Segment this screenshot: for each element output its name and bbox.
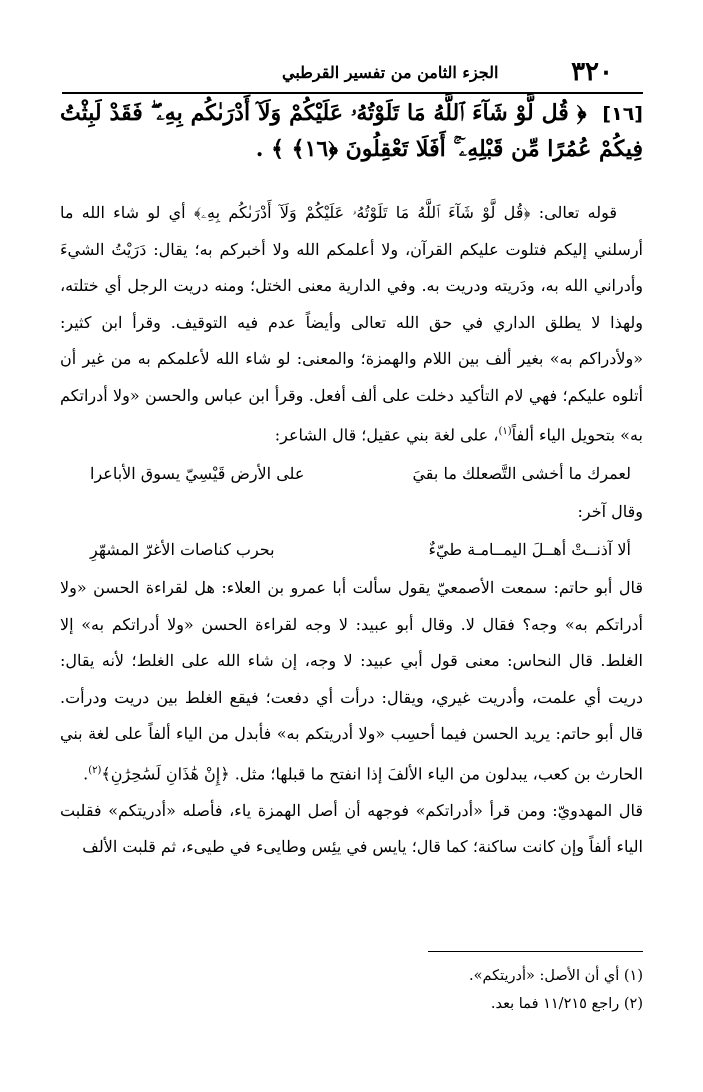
footnote-ref: (٢) xyxy=(88,764,102,776)
poem-hemistich: على الأرض قَيْسِيّ يسوق الأباعرا xyxy=(90,463,305,483)
paragraph xyxy=(60,195,643,454)
footnotes xyxy=(60,962,643,1018)
poem-hemistich: بحرب كناصات الأغرّ المشهّرِ xyxy=(90,540,275,560)
paragraph-text: قال أبو حاتم: سمعت الأصمعيّ يقول سألت أبا عمرو بن العلاء: هل لقراءة الحسن «ولا أدراتكم به» وجه؟ فقال لا. وقال أبو عبيد: لا وجه لقراءة الحسن «ولا أدراتكم به» إلا الغلط. قال النحاس: معنى قول أبي عبيد: لا وجه، إن شاء الله على الغلط؛ لأنه يقال: دريت أي علمت، وأدريت غيري، ويقال: درأت أي دفعت؛ فيقع الغلط بين دريت ودرأت. قال أبو حاتم: يريد الحسن فيما أحسِب «ولا أدريتكم به» فأبدل من الياء ألفاً على لغة بني الحارث بن كعب، يبدلون من الياء الألفَ إذا انفتح ما قبلها؛ مثل. ﴿إِنْ هَٰذَانِ لَسَٰحِرَٰنِ﴾ xyxy=(60,578,643,784)
commentary-body xyxy=(60,195,643,866)
footnote-divider xyxy=(428,951,643,952)
page-number: ٣٢٠ xyxy=(571,57,613,87)
running-title: الجزء الثامن من تفسير القرطبي xyxy=(282,62,499,82)
footnote: (٢) راجع ١١/٢١٥ فما بعد. xyxy=(490,996,643,1012)
paragraph-text: قوله تعالى: ﴿قُل لَّوْ شَآءَ ٱللَّهُ مَا تَلَوْتُهُۥ عَلَيْكُمْ وَلَآ أَدْرَىٰكُم بِهِۦ﴾ أي لو شاء الله ما أرسلني إليكم فتلوت عليكم القرآن، ولا أعلمكم الله ولا أخبركم به؛ يقال: دَرَيْتُ الشيءَ وأدراني الله به، ودَريته ودريت به. وفي الدارية معنى الختل؛ ومنه دريت الرجل أي ختلته، ولهذا لا يطلق الداري في حق الله تعالى وأيضاً عدم فيه التوقيف. وقرأ ابن كثير: «ولأدراكم به» بغير ألف بين اللام والهمزة؛ والمعنى: لو شاء الله لأعلمكم به من غير أن أتلوه عليكم؛ فهي لام التأكيد دخلت على ألف أفعل. وقرأ ابن عباس والحسن «ولا أدراتكم به» بتحويل الياء ألفاً xyxy=(60,203,643,445)
paragraph xyxy=(60,570,643,792)
paragraph: وقال آخر: xyxy=(577,501,643,521)
poem-verse xyxy=(60,530,643,570)
verse-text: ﴿ قُل لَّوْ شَآءَ ٱللَّهُ مَا تَلَوْتُهُۥ عَلَيْكُمْ وَلَآ أَدْرَىٰكُم بِهِۦ ۖ فَقَدْ لَبِثْتُ فِيكُمْ عُمُرًا مِّن قَبْلِهِۦٓ ۚ أَفَلَا تَعْقِلُونَ ﴿١٦﴾ ﴾ . xyxy=(60,100,643,163)
paragraph: قال المهدويّ: ومن قرأ «أدراتكم» فوجهه أن أصل الهمزة ياء، فأصله «أدريتكم» فقلبت الياء ألفاً وإن كانت ساكنة؛ كما قال؛ يايس في يئِس وطايىء في طيىء، ثم قلبت الألف xyxy=(60,800,643,857)
paragraph-text: ، على لغة بني عقيل؛ قال الشاعر: xyxy=(274,425,499,445)
verse-number: [١٦] xyxy=(602,103,643,125)
footnote: (١) أي أن الأصل: «أدريتكم». xyxy=(468,968,643,984)
poem-verse xyxy=(60,454,643,494)
page-header xyxy=(62,52,643,94)
quran-verse xyxy=(60,95,643,168)
paragraph-text: . xyxy=(83,764,89,784)
footnote-ref: (١) xyxy=(498,426,512,437)
poem-hemistich: ألا آذنــتْ أهــلَ اليمــامـة طيّءٌ xyxy=(428,540,631,560)
poem-hemistich: لعمرك ما أخشى التَّصعلك ما بقيَ xyxy=(412,463,631,483)
